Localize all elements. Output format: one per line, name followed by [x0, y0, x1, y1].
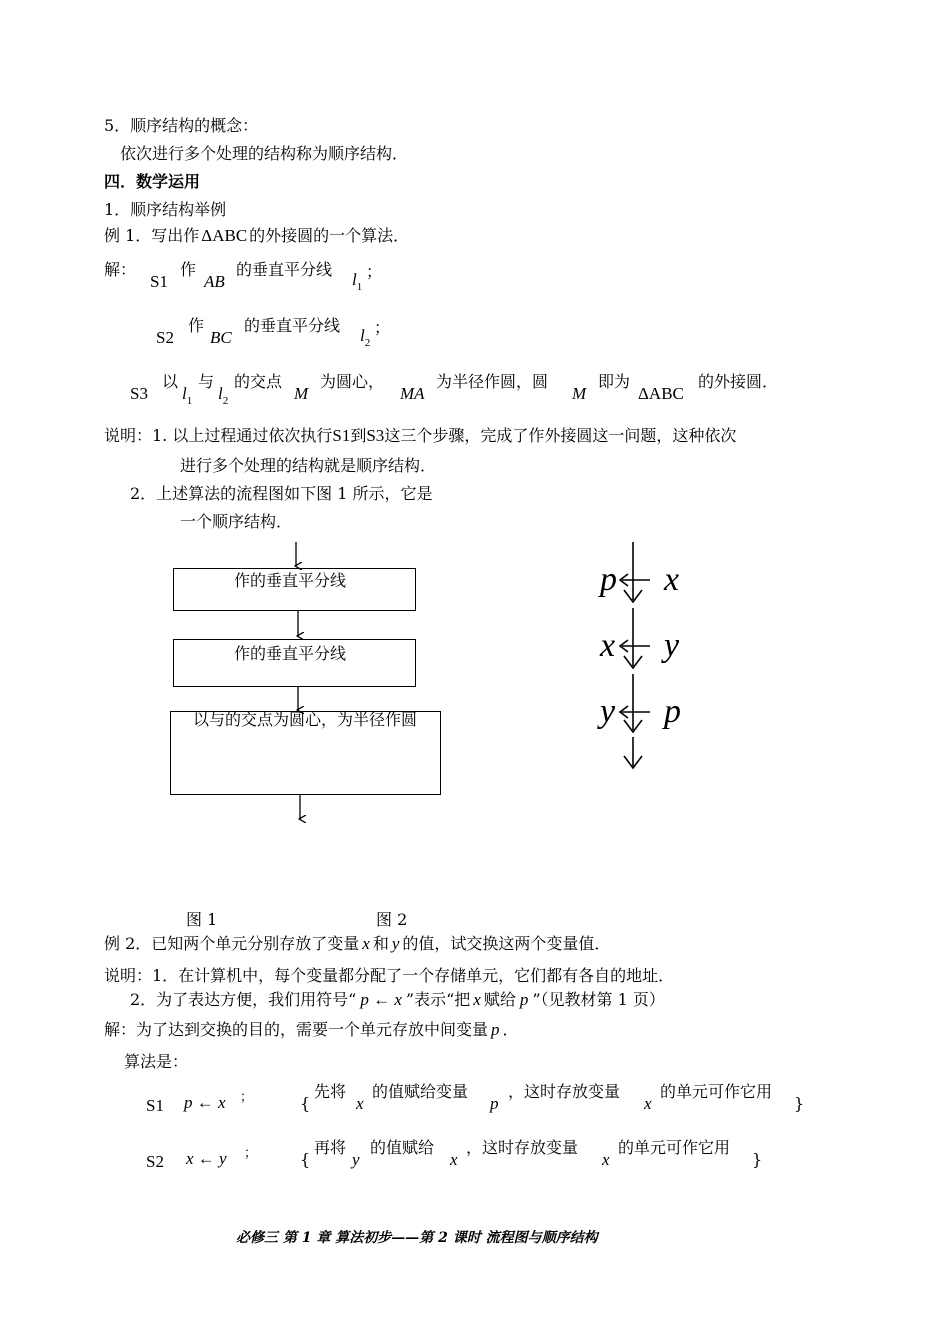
note1-line2: 进行多个处理的结构就是顺序结构．: [180, 456, 437, 475]
note1-line1: 说明：1. 以上过程通过依次执行S1到S3这三个步骤，完成了作外接圆这一问题，这种依次: [104, 426, 737, 445]
s3-text5: 为半径作圆，圆: [436, 372, 549, 391]
step1-label: S1: [146, 1096, 164, 1115]
s2-end: ；: [374, 318, 391, 337]
step1-text2: 的值赋给变量: [372, 1082, 469, 1101]
fig2-row2-right: y: [664, 627, 680, 664]
s2-text1: 作: [188, 316, 205, 335]
step1-var2: p: [490, 1094, 499, 1113]
example2: 例 2．已知两个单元分别存放了变量 x 和 y 的值，试交换这两个变量值．: [104, 934, 611, 953]
step1-text3: ，这时存放变量: [508, 1082, 621, 1101]
step2-lbrace: {: [300, 1150, 311, 1169]
step1-var3: x: [644, 1094, 652, 1113]
s3-point2: M: [572, 384, 587, 403]
step2-text4: 的单元可作它用: [618, 1138, 731, 1157]
step2-var1: y: [352, 1150, 360, 1169]
flowchart-box-3-label: 以与的交点为圆心，为半径作圆: [193, 710, 418, 729]
step2-label: S2: [146, 1152, 164, 1171]
solution2-line: 解：为了达到交换的目的，需要一个单元存放中间变量 p ．: [104, 1020, 519, 1039]
s3-point: M: [294, 384, 309, 403]
page-footer: 必修三 第 1 章 算法初步——第 2 课时 流程图与顺序结构: [236, 1230, 598, 1246]
s1-line: $l_1$: [352, 270, 363, 293]
example1: 例 1．写出作 ΔABC 的外接圆的一个算法．: [104, 226, 410, 245]
step2-text2: 的值赋给: [370, 1138, 435, 1157]
s3-radius: MA: [400, 384, 425, 403]
note2-line2: 2．为了表达方便，我们用符号“ p ← x ”表示“把 x 赋给 p ”（见教材第 1 页）: [130, 990, 665, 1009]
s3-text4: 为圆心，: [320, 372, 385, 391]
solution1-label: 解：: [104, 260, 137, 279]
step2-text1: 再将: [314, 1138, 347, 1157]
s3-text3: 的交点: [234, 372, 283, 391]
step1-end: ；: [240, 1090, 254, 1105]
s2-text2: 的垂直平分线: [244, 316, 341, 335]
step1-var1: x: [356, 1094, 364, 1113]
step2-expr: x ← y: [186, 1149, 227, 1168]
section4-heading: 四．数学运用: [104, 172, 201, 191]
fig2-row1-right: x: [664, 561, 680, 598]
section5-body: 依次进行多个处理的结构称为顺序结构．: [120, 144, 409, 163]
caption-fig1: 图 1: [186, 910, 218, 929]
s2-step: S2: [156, 328, 174, 347]
step2-end: ；: [244, 1146, 258, 1161]
s1-segment: AB: [204, 272, 225, 291]
s3-text7: 的外接圆．: [698, 372, 779, 391]
step1-lbrace: {: [300, 1094, 311, 1113]
step1-rbrace: }: [794, 1094, 805, 1113]
fig2-row3-right: p: [664, 693, 681, 730]
section5-title: 5．顺序结构的概念：: [104, 116, 259, 135]
s3-triangle: ΔABC: [638, 384, 684, 403]
note1-item2: 2．上述算法的流程图如下图 1 所示，它是: [130, 484, 433, 503]
s3-text6: 即为: [598, 372, 631, 391]
s3-l2: $l_2$: [218, 384, 229, 407]
note1-item2b: 一个顺序结构．: [180, 512, 293, 531]
step2-var3: x: [602, 1150, 610, 1169]
s3-text2: 与: [198, 372, 215, 391]
s3-step: S3: [130, 384, 148, 403]
s1-step: S1: [150, 272, 168, 291]
caption-fig2: 图 2: [376, 910, 408, 929]
section4-item1: 1．顺序结构举例: [104, 200, 227, 219]
step2-var2: x: [450, 1150, 458, 1169]
fig2-row2-left: x: [600, 627, 616, 664]
solution2-algorithm: 算法是：: [124, 1052, 189, 1071]
step2-rbrace: }: [752, 1150, 763, 1169]
s2-line: $l_2$: [360, 326, 371, 349]
s1-end: ；: [366, 262, 383, 281]
s3-l1: $l_1$: [182, 384, 193, 407]
step1-expr: p ← x: [184, 1093, 226, 1112]
s2-segment: BC: [210, 328, 232, 347]
note2-line1: 说明：1．在计算机中，每个变量都分配了一个存储单元，它们都有各自的地址．: [104, 966, 675, 985]
s1-text2: 的垂直平分线: [236, 260, 333, 279]
step1-text1: 先将: [314, 1082, 347, 1101]
flowchart-box-1-label: 作的垂直平分线: [234, 571, 347, 590]
fig2-row3-left: y: [600, 693, 616, 730]
step2-text3: ，这时存放变量: [466, 1138, 579, 1157]
s3-text1: 以: [162, 372, 179, 391]
flowchart-box-2-label: 作的垂直平分线: [234, 644, 347, 663]
s1-text1: 作: [180, 260, 197, 279]
fig2-row1-left: p: [600, 561, 617, 598]
step1-text4: 的单元可作它用: [660, 1082, 773, 1101]
